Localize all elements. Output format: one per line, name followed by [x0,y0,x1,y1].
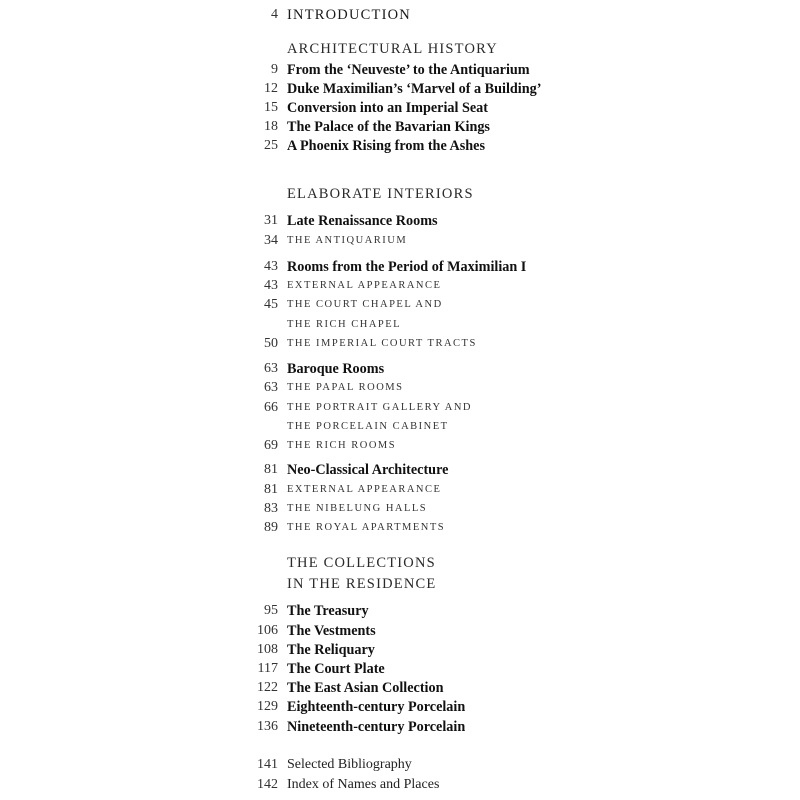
entry-title: THE PORTRAIT GALLERY AND [287,402,472,413]
toc-entry [240,398,760,418]
toc-entry [240,359,760,379]
toc-entry [240,60,760,80]
section-heading-collections-line2: IN THE RESIDENCE [287,576,437,592]
page-number: 25 [264,138,278,153]
page-number: 129 [257,699,278,714]
entry-title: From the ‘Neuveste’ to the Antiquarium [287,62,530,78]
toc-entry [240,98,760,118]
entry-title: Nineteenth-century Porcelain [287,719,466,735]
page-number: 69 [264,438,278,453]
page-number: 81 [264,462,278,477]
entry-title: THE ROYAL APARTMENTS [287,522,446,533]
toc-entry [240,601,760,621]
page-number: 15 [264,100,278,115]
toc-entry-introduction [240,5,760,25]
toc-entry-continuation [240,417,760,437]
toc-entry [240,257,760,277]
entry-title: Duke Maximilian’s ‘Marvel of a Building’ [287,81,542,97]
page-number: 142 [257,777,278,792]
toc-entry [240,295,760,315]
page-number: 43 [264,259,278,274]
entry-title: Neo-Classical Architecture [287,462,449,478]
entry-title: The Treasury [287,603,369,619]
entry-title: THE RICH CHAPEL [287,319,402,330]
entry-title: The Vestments [287,623,376,639]
toc-entry [240,518,760,538]
entry-title: EXTERNAL APPEARANCE [287,484,442,495]
page-number: 83 [264,501,278,516]
page-number: 136 [257,719,278,734]
page-number: 108 [257,642,278,657]
page-number: 63 [264,361,278,376]
page-number: 34 [264,233,278,248]
toc-entry [240,717,760,737]
toc-entry [240,775,760,795]
entry-title: EXTERNAL APPEARANCE [287,280,442,291]
entry-title: Index of Names and Places [287,777,440,792]
page-number: 9 [271,62,278,77]
entry-title: A Phoenix Rising from the Ashes [287,138,485,154]
toc-entry [240,460,760,480]
entry-title: THE IMPERIAL COURT TRACTS [287,338,477,349]
entry-title: Selected Bibliography [287,757,412,772]
toc-entry-continuation [240,315,760,335]
entry-title: THE NIBELUNG HALLS [287,503,428,514]
entry-title: The Palace of the Bavarian Kings [287,119,490,135]
toc-entry [240,334,760,354]
toc-entry [240,136,760,156]
entry-title: Baroque Rooms [287,361,385,377]
page-number: 106 [257,623,278,638]
page-number: 95 [264,603,278,618]
page-number: 50 [264,336,278,351]
page-number: 43 [264,278,278,293]
toc-entry [240,79,760,99]
toc-entry [240,640,760,660]
entry-title: Late Renaissance Rooms [287,213,438,229]
toc-entry [240,480,760,500]
section-heading-elaborate-interiors: ELABORATE INTERIORS [287,186,474,202]
toc-entry [240,378,760,398]
toc-entry [240,211,760,231]
entry-title: Rooms from the Period of Maximilian I [287,259,527,275]
toc-entry [240,659,760,679]
toc-entry [240,276,760,296]
page-number: 31 [264,213,278,228]
page-number: 4 [271,7,278,22]
toc-entry [240,231,760,251]
toc-entry [240,678,760,698]
section-heading-architectural-history: ARCHITECTURAL HISTORY [287,41,498,57]
entry-title: THE PORCELAIN CABINET [287,421,449,432]
entry-title: The East Asian Collection [287,680,444,696]
toc-entry [240,621,760,641]
toc-entry [240,755,760,775]
entry-title: Conversion into an Imperial Seat [287,100,488,116]
page-number: 12 [264,81,278,96]
toc-entry [240,117,760,137]
entry-title: THE RICH ROOMS [287,440,397,451]
page-number: 63 [264,380,278,395]
entry-title: Eighteenth-century Porcelain [287,699,466,715]
page-number: 141 [257,757,278,772]
entry-title: THE PAPAL ROOMS [287,382,404,393]
page-number: 66 [264,400,278,415]
page-number: 45 [264,297,278,312]
page-number: 81 [264,482,278,497]
page-number: 117 [257,661,278,676]
page-number: 122 [257,680,278,695]
toc-entry [240,436,760,456]
section-heading-collections: THE COLLECTIONS [287,555,436,571]
entry-title: THE ANTIQUARIUM [287,235,408,246]
entry-title: The Court Plate [287,661,385,677]
toc-entry [240,499,760,519]
page-number: 89 [264,520,278,535]
entry-title: INTRODUCTION [287,7,411,23]
page-number: 18 [264,119,278,134]
entry-title: THE COURT CHAPEL AND [287,299,443,310]
entry-title: The Reliquary [287,642,375,658]
toc-entry [240,697,760,717]
